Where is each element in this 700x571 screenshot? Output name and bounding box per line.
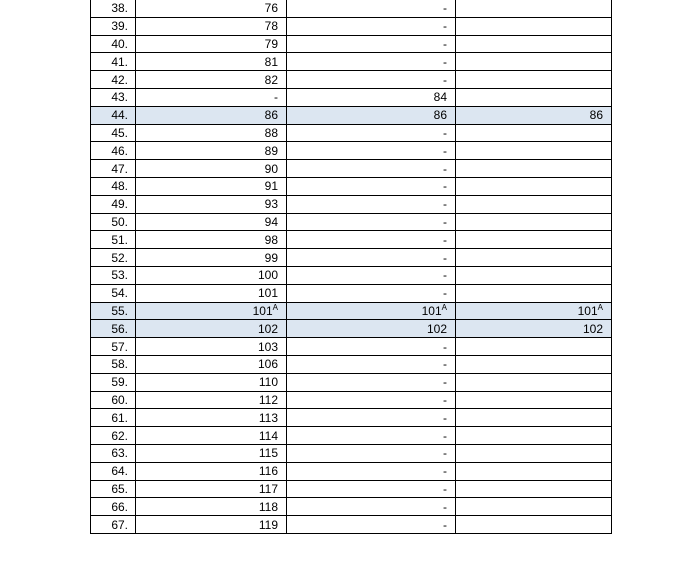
column-1-cell: [136, 444, 287, 462]
column-2-cell-value: -: [443, 517, 447, 532]
column-2-cell-value: -: [443, 268, 447, 283]
table-row: [91, 88, 612, 106]
column-1-cell: [136, 284, 287, 302]
column-1-cell: [136, 0, 287, 17]
column-2-cell: [287, 142, 456, 160]
column-1-cell-value: 103: [257, 339, 278, 354]
column-1-cell-value: 99: [264, 250, 278, 265]
table-row: [91, 409, 612, 427]
column-3-cell-value: 102: [582, 321, 603, 336]
row-number-cell-value: 65.: [111, 481, 128, 496]
column-1-cell-value: 112: [258, 392, 278, 407]
column-2-cell-value: -: [443, 72, 447, 87]
column-3-cell: [456, 124, 612, 142]
column-1-cell: [136, 213, 287, 231]
row-number-cell-value: 55.: [111, 303, 128, 318]
row-number-cell-value: 52.: [111, 250, 128, 265]
column-2-cell: [287, 320, 456, 338]
row-number-cell-value: 49.: [111, 197, 128, 212]
column-2-cell-value: 84: [433, 90, 447, 105]
column-1-cell-value: 101: [257, 286, 278, 301]
table-row: [91, 231, 612, 249]
row-number-cell-value: 63.: [111, 446, 128, 461]
column-1-cell: [136, 427, 287, 445]
table-row: [91, 249, 612, 267]
data-table: [90, 0, 612, 534]
column-2-cell: [287, 213, 456, 231]
table-row: [91, 0, 612, 17]
row-number-cell-value: 41.: [111, 54, 128, 69]
column-2-cell-value: -: [443, 339, 447, 354]
table-row: [91, 373, 612, 391]
column-2-cell-value: -: [443, 446, 447, 461]
column-2-cell-value: -: [443, 464, 447, 479]
row-number-cell-value: 43.: [111, 90, 128, 105]
column-2-cell: [287, 249, 456, 267]
column-2-cell: [287, 17, 456, 35]
column-1-cell: [136, 462, 287, 480]
column-3-cell-value: 101: [577, 303, 598, 318]
column-1-cell: [136, 195, 287, 213]
row-number-cell: [91, 0, 136, 17]
column-1-cell-value: 106: [257, 357, 278, 372]
column-3-cell: [456, 480, 612, 498]
row-number-cell-value: 42.: [111, 72, 128, 87]
column-1-cell: [136, 409, 287, 427]
column-1-cell-value: 102: [257, 321, 278, 336]
column-2-cell: [287, 266, 456, 284]
row-number-cell: [91, 284, 136, 302]
column-3-cell: [456, 462, 612, 480]
column-3-cell: [456, 391, 612, 409]
column-1-cell-value: 86: [264, 108, 278, 123]
column-1-cell: [136, 266, 287, 284]
table-row: [91, 302, 612, 320]
row-number-cell: [91, 17, 136, 35]
row-number-cell-value: 40.: [111, 36, 128, 51]
row-number-cell: [91, 35, 136, 53]
table-row: [91, 106, 612, 124]
column-2-cell: [287, 302, 456, 320]
column-2-cell-value: 101: [421, 303, 442, 318]
column-3-cell: [456, 71, 612, 89]
column-2-cell: [287, 516, 456, 534]
table-row: [91, 498, 612, 516]
column-1-cell-value: 88: [264, 125, 278, 140]
column-1-cell: [136, 142, 287, 160]
column-2-cell-value: -: [443, 232, 447, 247]
column-2-cell-value: -: [443, 375, 447, 390]
row-number-cell: [91, 355, 136, 373]
table-row: [91, 462, 612, 480]
row-number-cell-value: 62.: [111, 428, 128, 443]
column-1-cell-value: 78: [264, 19, 278, 34]
column-1-cell-value: 100: [257, 268, 278, 283]
column-1-cell-value: 101: [252, 303, 273, 318]
row-number-cell-value: 38.: [111, 1, 128, 16]
column-2-cell-value: -: [443, 392, 447, 407]
column-3-cell: [456, 266, 612, 284]
row-number-cell: [91, 213, 136, 231]
column-3-cell-value: 86: [589, 108, 603, 123]
column-1-cell-value: 110: [258, 375, 278, 390]
column-1-cell: [136, 106, 287, 124]
column-1-cell: [136, 391, 287, 409]
table-row: [91, 355, 612, 373]
column-1-cell-value: 91: [264, 179, 278, 194]
table-row: [91, 17, 612, 35]
column-3-cell: [456, 355, 612, 373]
column-1-cell: [136, 249, 287, 267]
column-1-cell: [136, 53, 287, 71]
column-1-cell-value: 118: [258, 499, 278, 514]
column-3-cell: [456, 213, 612, 231]
column-3-cell: [456, 373, 612, 391]
table-row: [91, 142, 612, 160]
column-3-cell: [456, 409, 612, 427]
row-number-cell: [91, 106, 136, 124]
column-3-cell: [456, 0, 612, 17]
table-row: [91, 124, 612, 142]
column-2-cell: [287, 88, 456, 106]
column-2-cell: [287, 284, 456, 302]
column-1-cell: [136, 71, 287, 89]
column-2-cell: [287, 124, 456, 142]
column-2-cell-value: -: [443, 36, 447, 51]
row-number-cell-value: 57.: [111, 339, 128, 354]
row-number-cell: [91, 516, 136, 534]
row-number-cell: [91, 427, 136, 445]
column-2-cell: [287, 480, 456, 498]
column-1-cell-value: 76: [264, 1, 278, 16]
row-number-cell: [91, 266, 136, 284]
column-3-cell: [456, 284, 612, 302]
column-2-cell: [287, 177, 456, 195]
table-row: [91, 320, 612, 338]
table-row: [91, 160, 612, 178]
row-number-cell-value: 47.: [111, 161, 128, 176]
row-number-cell: [91, 480, 136, 498]
column-2-cell-value: -: [443, 54, 447, 69]
column-2-cell: [287, 498, 456, 516]
column-1-cell-value: 93: [264, 197, 278, 212]
column-2-cell: [287, 391, 456, 409]
column-3-cell: [456, 53, 612, 71]
column-1-cell: [136, 498, 287, 516]
row-number-cell: [91, 391, 136, 409]
row-number-cell: [91, 462, 136, 480]
row-number-cell-value: 50.: [111, 214, 128, 229]
row-number-cell-value: 67.: [111, 517, 128, 532]
column-1-cell-value: 89: [264, 143, 278, 158]
table-row: [91, 177, 612, 195]
column-1-cell-value: 114: [258, 428, 278, 443]
column-2-cell-value: -: [443, 125, 447, 140]
column-1-cell-value: 90: [264, 161, 278, 176]
row-number-cell: [91, 88, 136, 106]
row-number-cell: [91, 249, 136, 267]
column-2-cell: [287, 71, 456, 89]
row-number-cell: [91, 498, 136, 516]
table-row: [91, 480, 612, 498]
footnote-marker: A: [597, 302, 603, 312]
column-1-cell-value: 82: [264, 72, 278, 87]
column-3-cell: [456, 195, 612, 213]
row-number-cell-value: 39.: [111, 19, 128, 34]
row-number-cell-value: 46.: [111, 143, 128, 158]
column-1-cell-value: 81: [264, 54, 278, 69]
column-3-cell: [456, 444, 612, 462]
table-row: [91, 338, 612, 356]
column-1-cell: [136, 373, 287, 391]
row-number-cell-value: 61.: [111, 410, 128, 425]
column-3-cell: [456, 498, 612, 516]
column-1-cell-value: 113: [258, 410, 278, 425]
column-2-cell: [287, 427, 456, 445]
column-2-cell-value: -: [443, 499, 447, 514]
column-1-cell: [136, 338, 287, 356]
column-1-cell: [136, 160, 287, 178]
column-2-cell: [287, 160, 456, 178]
row-number-cell-value: 44.: [111, 108, 128, 123]
row-number-cell-value: 45.: [111, 125, 128, 140]
row-number-cell: [91, 302, 136, 320]
row-number-cell-value: 60.: [111, 392, 128, 407]
table-body: [91, 0, 612, 533]
column-1-cell: [136, 302, 287, 320]
row-number-cell: [91, 373, 136, 391]
column-2-cell-value: 86: [433, 108, 447, 123]
row-number-cell: [91, 444, 136, 462]
row-number-cell-value: 64.: [111, 464, 128, 479]
column-2-cell-value: -: [443, 179, 447, 194]
column-1-cell: [136, 320, 287, 338]
column-1-cell: [136, 124, 287, 142]
column-2-cell-value: -: [443, 357, 447, 372]
column-2-cell: [287, 53, 456, 71]
row-number-cell-value: 66.: [111, 499, 128, 514]
column-3-cell: [456, 231, 612, 249]
row-number-cell-value: 59.: [111, 375, 128, 390]
column-1-cell-value: 119: [258, 517, 278, 532]
column-1-cell: [136, 231, 287, 249]
column-3-cell: [456, 88, 612, 106]
column-2-cell-value: -: [443, 481, 447, 496]
column-2-cell: [287, 462, 456, 480]
column-2-cell: [287, 231, 456, 249]
table-row: [91, 53, 612, 71]
column-1-cell: [136, 480, 287, 498]
column-2-cell-value: -: [443, 250, 447, 265]
row-number-cell-value: 53.: [111, 268, 128, 283]
table-row: [91, 71, 612, 89]
column-3-cell: [456, 302, 612, 320]
row-number-cell: [91, 124, 136, 142]
column-1-cell-value: 117: [258, 481, 278, 496]
column-2-cell: [287, 409, 456, 427]
row-number-cell: [91, 177, 136, 195]
row-number-cell: [91, 338, 136, 356]
row-number-cell: [91, 160, 136, 178]
column-1-cell-value: 116: [258, 464, 278, 479]
column-3-cell: [456, 320, 612, 338]
column-3-cell: [456, 142, 612, 160]
column-3-cell: [456, 106, 612, 124]
column-2-cell: [287, 355, 456, 373]
column-2-cell-value: -: [443, 19, 447, 34]
column-2-cell: [287, 0, 456, 17]
column-3-cell: [456, 338, 612, 356]
column-2-cell: [287, 373, 456, 391]
row-number-cell: [91, 71, 136, 89]
table-row: [91, 516, 612, 534]
column-2-cell-value: -: [443, 161, 447, 176]
column-1-cell: [136, 355, 287, 373]
column-1-cell-value: 98: [264, 232, 278, 247]
column-3-cell: [456, 17, 612, 35]
table-row: [91, 391, 612, 409]
column-1-cell: [136, 88, 287, 106]
column-2-cell-value: -: [443, 410, 447, 425]
row-number-cell-value: 48.: [111, 179, 128, 194]
table-row: [91, 266, 612, 284]
column-3-cell: [456, 249, 612, 267]
column-2-cell-value: -: [443, 286, 447, 301]
table-row: [91, 427, 612, 445]
column-2-cell: [287, 195, 456, 213]
row-number-cell-value: 58.: [111, 357, 128, 372]
column-2-cell-value: 102: [426, 321, 447, 336]
table-row: [91, 213, 612, 231]
column-3-cell: [456, 160, 612, 178]
column-2-cell-value: -: [443, 428, 447, 443]
footnote-marker: A: [272, 302, 278, 312]
column-2-cell: [287, 35, 456, 53]
column-2-cell-value: -: [443, 1, 447, 16]
row-number-cell: [91, 409, 136, 427]
column-2-cell: [287, 444, 456, 462]
column-1-cell: [136, 35, 287, 53]
column-1-cell: [136, 17, 287, 35]
row-number-cell: [91, 142, 136, 160]
column-2-cell: [287, 106, 456, 124]
row-number-cell: [91, 320, 136, 338]
table-row: [91, 284, 612, 302]
footnote-marker: A: [441, 302, 447, 312]
column-1-cell: [136, 177, 287, 195]
column-1-cell-value: 79: [264, 36, 278, 51]
column-1-cell-value: 115: [258, 446, 278, 461]
column-3-cell: [456, 177, 612, 195]
row-number-cell: [91, 53, 136, 71]
table-row: [91, 195, 612, 213]
column-1-cell-value: -: [274, 90, 278, 105]
column-3-cell: [456, 35, 612, 53]
column-2-cell-value: -: [443, 214, 447, 229]
column-2-cell-value: -: [443, 197, 447, 212]
column-1-cell: [136, 516, 287, 534]
column-1-cell-value: 94: [264, 214, 278, 229]
column-2-cell-value: -: [443, 143, 447, 158]
row-number-cell-value: 51.: [111, 232, 128, 247]
row-number-cell-value: 56.: [111, 321, 128, 336]
column-3-cell: [456, 516, 612, 534]
column-3-cell: [456, 427, 612, 445]
table-row: [91, 444, 612, 462]
table-row: [91, 35, 612, 53]
row-number-cell: [91, 231, 136, 249]
column-2-cell: [287, 338, 456, 356]
row-number-cell-value: 54.: [111, 286, 128, 301]
row-number-cell: [91, 195, 136, 213]
